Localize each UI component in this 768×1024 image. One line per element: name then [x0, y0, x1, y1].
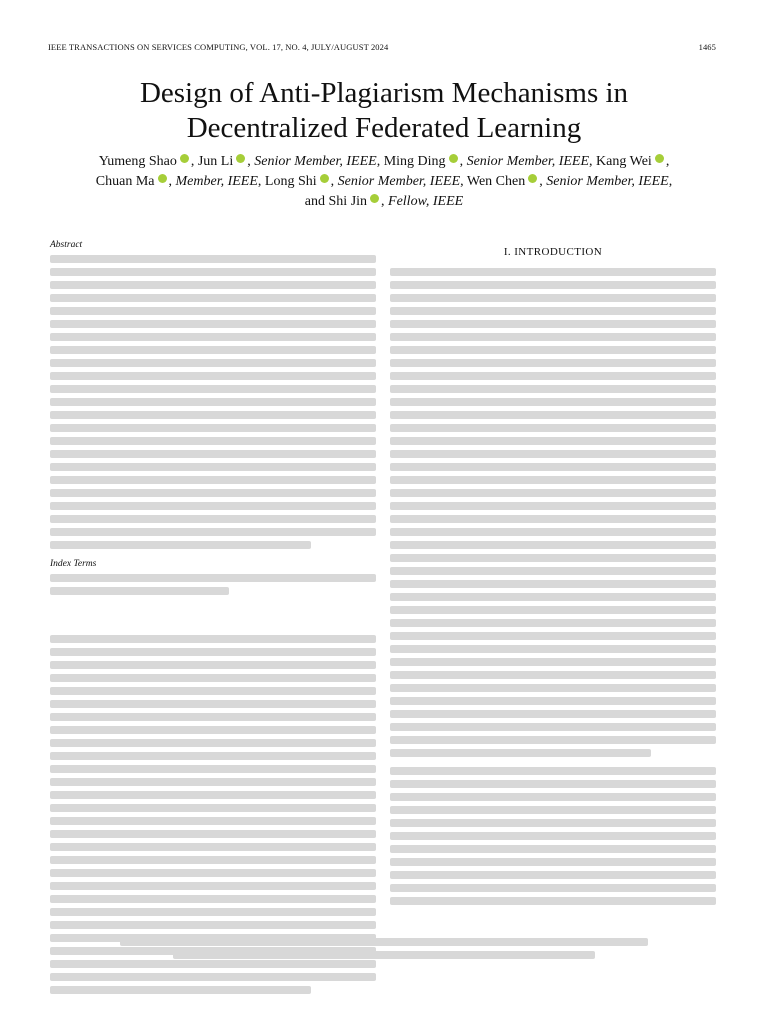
- author-affiliation: Senior Member, IEEE: [254, 154, 377, 169]
- section-heading-introduction: I. INTRODUCTION: [503, 246, 603, 258]
- intro-paragraph-2: [390, 767, 716, 905]
- copyright-footer: [120, 938, 648, 964]
- author-affiliation: Senior Member, IEEE: [466, 154, 590, 169]
- orcid-icon[interactable]: [655, 154, 664, 163]
- left-column: [50, 240, 376, 1004]
- intro-paragraph-1: [390, 268, 716, 757]
- right-column: [390, 240, 716, 915]
- orcid-icon[interactable]: [180, 154, 189, 163]
- author-name: Kang Wei: [596, 154, 652, 169]
- index-terms-label: Index Terms: [50, 559, 97, 569]
- orcid-icon[interactable]: [528, 174, 537, 183]
- author-list: Yumeng Shao , Jun Li , Senior Member, IEEE, Ming Ding , Senior Member, IEEE, Kang Wei , Chuan Ma , Member, IEEE, Long Shi , Senior Member, IEEE, Wen Chen , Senior Member, IEEE, and Shi Jin , Fellow, IEEE: [95, 154, 673, 209]
- orcid-icon[interactable]: [449, 154, 458, 163]
- journal-name: IEEE TRANSACTIONS ON SERVICES COMPUTING, VOL. 17, NO. 4, JULY/AUGUST 2024: [48, 42, 389, 52]
- orcid-icon[interactable]: [320, 174, 329, 183]
- author-affiliation: Member, IEEE: [175, 174, 258, 189]
- author-affiliation: Fellow, IEEE: [388, 194, 464, 209]
- author-name: Shi Jin: [328, 194, 368, 209]
- author-name: Yumeng Shao: [98, 154, 177, 169]
- orcid-icon[interactable]: [158, 174, 167, 183]
- author-name: Jun Li: [197, 154, 234, 169]
- abstract-label: Abstract: [50, 240, 83, 250]
- title-line-1: Design of Anti-Plagiarism Mechanisms in: [139, 77, 629, 109]
- running-head: [48, 42, 716, 54]
- author-name: Ming Ding: [383, 154, 446, 169]
- orcid-icon[interactable]: [236, 154, 245, 163]
- author-name: Wen Chen: [466, 174, 526, 189]
- paper-title: [60, 76, 708, 146]
- index-terms-block: [50, 559, 376, 595]
- author-affiliation: Senior Member, IEEE: [337, 174, 461, 189]
- title-line-2: Decentralized Federated Learning: [186, 112, 582, 144]
- author-affiliation: Senior Member, IEEE: [546, 174, 669, 189]
- author-name: Long Shi: [264, 174, 317, 189]
- orcid-icon[interactable]: [370, 194, 379, 203]
- abstract-block: [50, 240, 376, 549]
- page-number: 1465: [698, 42, 716, 52]
- author-name: Chuan Ma: [95, 174, 155, 189]
